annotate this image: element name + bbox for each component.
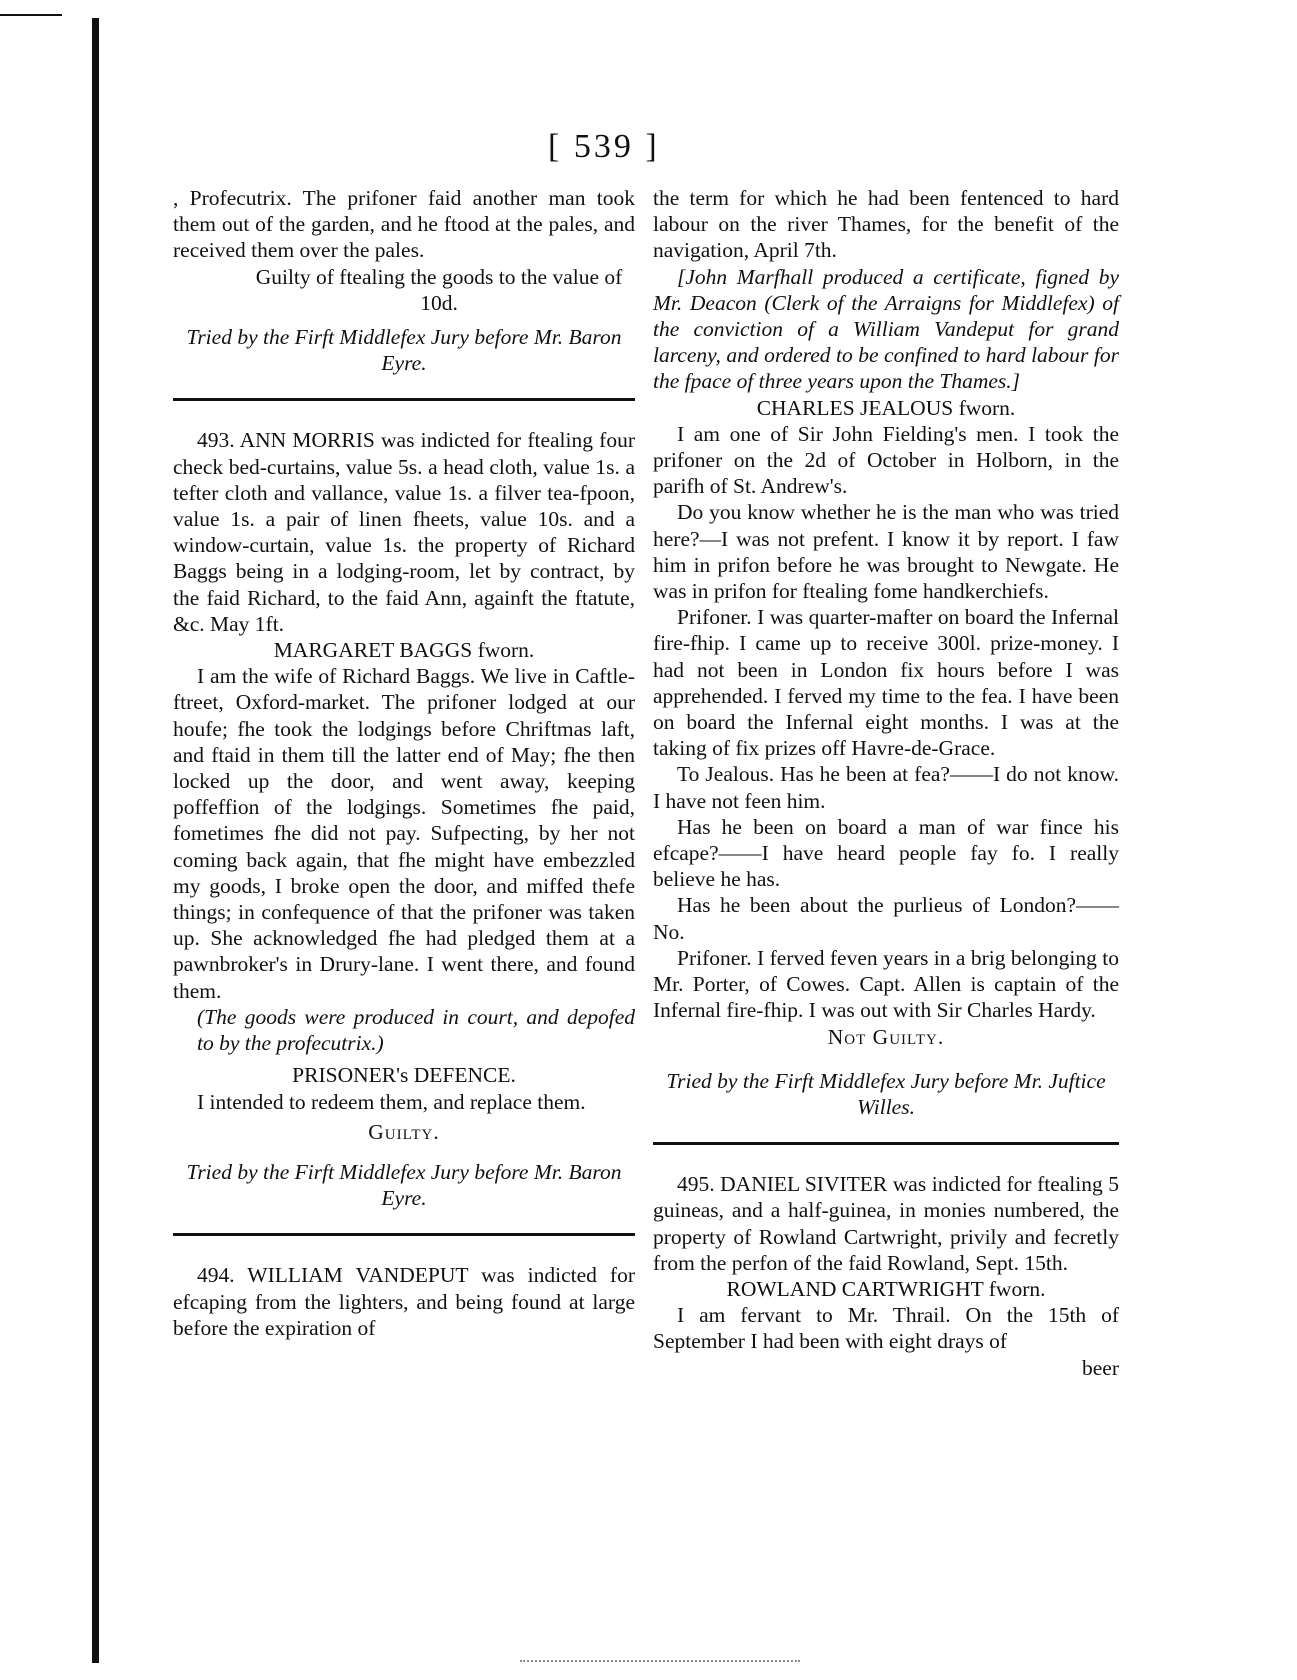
scan-specks bbox=[520, 1660, 800, 1664]
witness-heading-rowland-cartwright: ROWLAND CARTWRIGHT fworn. bbox=[726, 1276, 1046, 1301]
witness-heading-charles-jealous: CHARLES JEALOUS fworn. bbox=[756, 395, 1016, 420]
section-divider bbox=[173, 1233, 635, 1236]
question-to-jealous: To Jealous. Has he been at fea?——I do not know. I have not feen him. bbox=[653, 762, 1119, 813]
question-purlieus: Has he been about the purlieus of London?——No. bbox=[653, 893, 1119, 944]
paragraph-prosecutrix: , Profecutrix. The prifoner faid another man took them out of the garden, and he ftood at the pales, and received them over the pales. bbox=[173, 186, 635, 263]
prisoner-statement-2: Prifoner. I ferved feven years in a brig belonging to Mr. Porter, of Cowes. Capt. Allen is captain of the Infernal fire-fhip. I was out with Sir Charles Hardy. bbox=[653, 945, 1119, 1023]
case-493-indictment: 493. ANN MORRIS was indicted for ftealing four check bed-curtains, value 5s. a head cloth, value 1s. a tefter cloth and vallance, value 1s. a filver tea-fpoon, value 1s. a pair of linen fheets, value 10s. and a window-curtain, value 1s. the property of Richard Baggs being in a lodging-room, let by contract, by the faid Richard, to the faid Ann, againft the ftatute, &c. May 1ft. bbox=[173, 428, 635, 636]
court-note: (The goods were produced in court, and depofed to by the profecutrix.) bbox=[197, 1004, 635, 1056]
page-number: [ 539 ] bbox=[548, 128, 660, 165]
testimony-jealous-1: I am one of Sir John Fielding's men. I took the prifoner on the 2d of October in Holborn, in the parifh of St. Andrew's. bbox=[653, 421, 1119, 499]
testimony-margaret-baggs: I am the wife of Richard Baggs. We live in Caftle-ftreet, Oxford-market. The prifoner lodged at our houfe; fhe took the lodgings before Chriftmas laft, and ftaid in them till the latter end of May; fhe then locked up the door, and went away, keeping poffeffion of the lodgings. Sometimes fhe paid, fometimes fhe did not pay. Sufpecting, by her not coming back again, that fhe might have embezzled my goods, I broke open the door, and miffed thefe things; in confequence of that the prifoner was taken up. She acknowledged fhe had pledged them at a pawnbroker's in Drury-lane. I went there, and found them. bbox=[173, 664, 635, 1003]
verdict-not-guilty: Not Guilty. bbox=[827, 1024, 945, 1049]
section-divider bbox=[173, 398, 635, 401]
tried-by-line-3: Tried by the Firft Middlefex Jury before Mr. Juftice Willes. bbox=[666, 1068, 1106, 1119]
catchword: beer bbox=[1082, 1355, 1119, 1380]
left-column bbox=[173, 185, 635, 1341]
defence-heading: PRISONER's DEFENCE. bbox=[292, 1063, 516, 1088]
right-column bbox=[653, 185, 1119, 1381]
tried-by-line-1: Tried by the Firft Middlefex Jury before Mr. Baron Eyre. bbox=[186, 325, 622, 376]
prisoner-statement-1: Prifoner. I was quarter-mafter on board the Infernal fire-fhip. I came up to receive 300l. prize-money. I had not been in London fix hours before I was apprehended. I ferved my time to the fea. I have been on board the Infernal eight months. I was at the taking of fix prizes off Havre-de-Grace. bbox=[653, 605, 1119, 761]
tried-by-line-2: Tried by the Firft Middlefex Jury before Mr. Baron Eyre. bbox=[186, 1159, 622, 1211]
question-man-of-war: Has he been on board a man of war fince his efcape?——I have heard people fay fo. I really believe he has. bbox=[653, 814, 1119, 892]
witness-heading-margaret-baggs: MARGARET BAGGS fworn. bbox=[273, 638, 535, 663]
verdict-guilty-10d: Guilty of ftealing the goods to the value of 10d. bbox=[255, 264, 623, 315]
page-edge-mark bbox=[0, 14, 62, 16]
certificate-note: [John Marfhall produced a certificate, figned by Mr. Deacon (Clerk of the Arraigns for Middlefex) of the conviction of a William Vandeput for grand larceny, and ordered to be confined to hard labour for the fpace of three years upon the Thames.] bbox=[653, 264, 1119, 394]
prisoner-defence: I intended to redeem them, and replace them. bbox=[197, 1089, 586, 1114]
binding-spine bbox=[92, 18, 99, 1663]
section-divider bbox=[653, 1142, 1119, 1145]
testimony-cartwright: I am fervant to Mr. Thrail. On the 15th of September I had been with eight drays of bbox=[653, 1303, 1119, 1354]
case-495-indictment: 495. DANIEL SIVITER was indicted for ftealing 5 guineas, and a half-guinea, in monies numbered, the property of Rowland Cartwright, privily and fecretly from the perfon of the faid Rowland, Sept. 15th. bbox=[653, 1172, 1119, 1275]
testimony-jealous-2: Do you know whether he is the man who was tried here?—I was not prefent. I know it by report. I faw him in prifon before he was brought to Newgate. He was in prifon for ftealing fome handkerchiefs. bbox=[653, 500, 1119, 604]
paragraph-term: the term for which he had been fentenced to hard labour on the river Thames, for the benefit of the navigation, April 7th. bbox=[653, 186, 1119, 263]
verdict-guilty: Guilty. bbox=[368, 1119, 440, 1144]
case-494-indictment: 494. WILLIAM VANDEPUT was indicted for efcaping from the lighters, and being found at large before the expiration of bbox=[173, 1263, 635, 1340]
